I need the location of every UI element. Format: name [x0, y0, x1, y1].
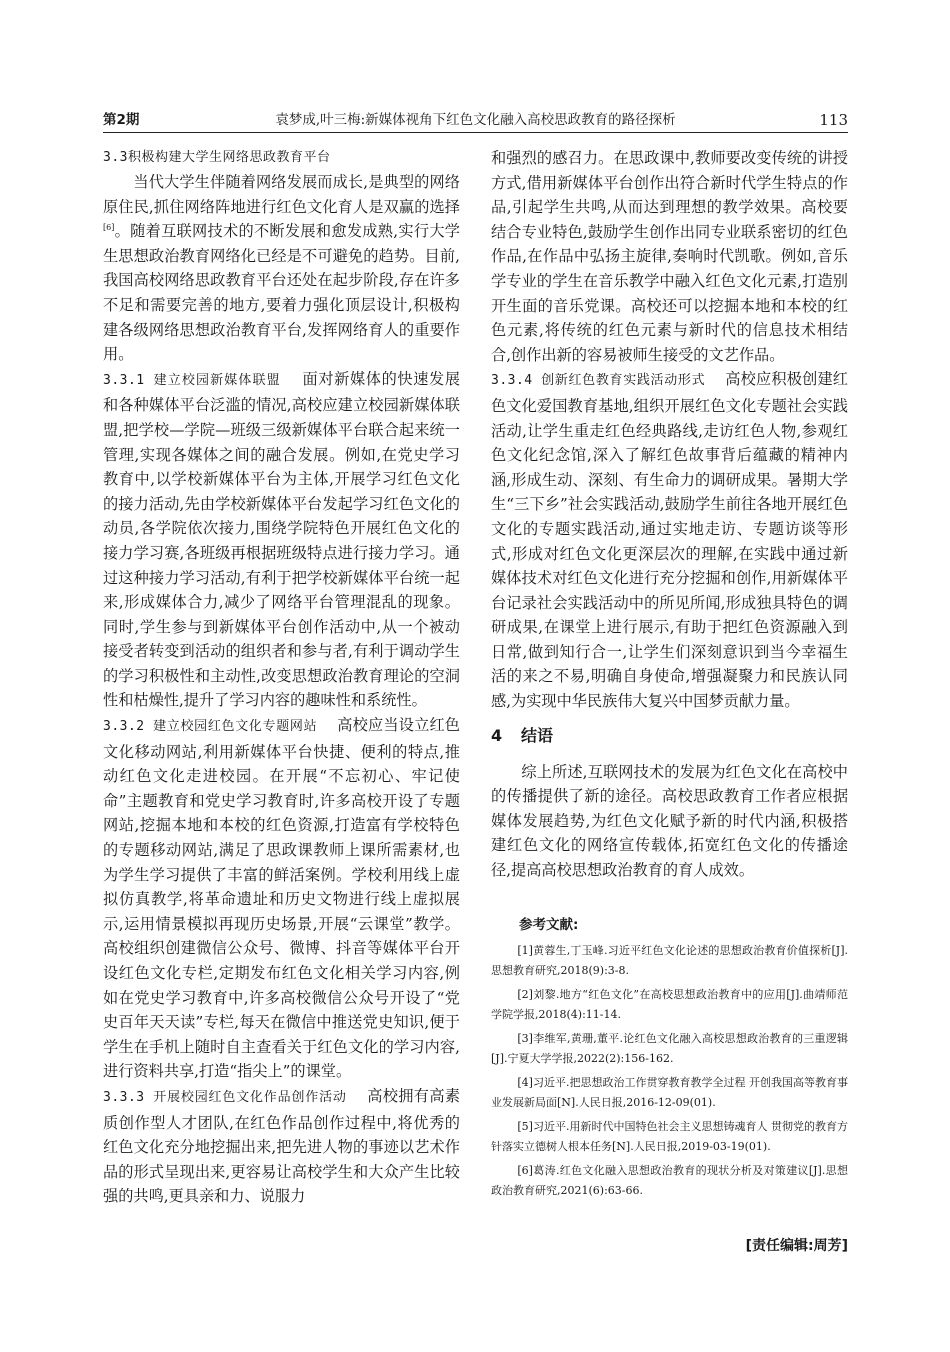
- running-header: [103, 108, 848, 132]
- paragraph: 3.3.1 建立校园新媒体联盟 面对新媒体的快速发展和各种媒体平台泛滥的情况,高校应建立校园新媒体联盟,把学校—学院—班级三级新媒体平台联合起来统一管理,实现各媒体之间的融合发展。例如,在党史学习教育中,以学校新媒体平台为主体,开展学习红色文化的接力活动,先由学校新媒体平台发起学习红色文化的动员,各学院依次接力,围绕学院特色开展红色文化的接力学习赛,各班级再根据班级特点进行接力学习。通过这种接力学习活动,有利于把学校新媒体平台统一起来,形成媒体合力,减少了网络平台管理混乱的现象。同时,学生参与到新媒体平台创作活动中,从一个被动接受者转变到活动的组织者和参与者,有利于调动学生的学习积极性和主动性,改变思想政治教育理论的空洞性和枯燥性,提升了学习内容的趣味性和系统性。: [103, 369, 461, 710]
- subsection-heading-3-3-3: 3.3.3 开展校园红色文化作品创作活动: [103, 1089, 347, 1105]
- reference-list: [491, 941, 848, 1201]
- header-rule: [103, 132, 848, 133]
- section-heading-3-3: 3.3积极构建大学生网络思政教育平台: [103, 150, 331, 165]
- reference-item: [4]习近平.把思想政治工作贯穿教育教学全过程 开创我国高等教育事业发展新局面[N].人民日报,2016-12-09(01).: [491, 1075, 848, 1109]
- reference-item: [1]黄蓉生,丁玉峰.习近平红色文化论述的思想政治教育价值探析[J].思想教育研究,2018(9):3-8.: [491, 943, 848, 977]
- reference-item: [2]刘黎.地方“红色文化”在高校思想政治教育中的应用[J].曲靖师范学院学报,2018(4):11-14.: [491, 987, 848, 1021]
- right-column: [491, 146, 848, 1205]
- subsection-heading-3-3-2: 3.3.2 建立校园红色文化专题网站: [103, 719, 318, 735]
- paragraph: 3.3.4 创新红色教育实践活动形式 高校应积极创建红色文化爱国教育基地,组织开展红色文化专题社会实践活动,让学生重走红色经典路线,走访红色人物,参观红色文化纪念馆,深入了解红色故事背后蕴藏的精神内涵,形成生动、深刻、有生命力的调研成果。暑期大学生“三下乡”社会实践活动,鼓励学生前往各地开展红色文化的专题实践活动,通过实地走访、专题访谈等形式,形成对红色文化更深层次的理解,在实践中通过新媒体技术对红色文化进行充分挖掘和创作,用新媒体平台记录社会实践活动中的所见所闻,形成独具特色的调研成果,在课堂上进行展示,有助于把红色资源融入到日常,做到知行合一,让学生们深刻意识到当今幸福生活的来之不易,明确自身使命,增强凝聚力和民族认同感,为实现中华民族伟大复兴中国梦贡献力量。: [491, 370, 848, 711]
- reference-item: [3]李维军,黄珊,董平.论红色文化融入高校思想政治教育的三重逻辑[J].宁夏大学学报,2022(2):156-162.: [491, 1031, 848, 1065]
- subsection-heading-3-3-4: 3.3.4 创新红色教育实践活动形式: [491, 373, 706, 389]
- conclusion-heading: 4 结语: [491, 725, 554, 745]
- running-title: 袁梦成,叶三梅:新媒体视角下红色文化融入高校思政教育的路径探析: [275, 112, 676, 128]
- paragraph: 综上所述,互联网技术的发展为红色文化在高校中的传播提供了新的途径。高校思政教育工作者应根据媒体发展趋势,为红色文化赋予新的时代内涵,积极搭建红色文化的网络宣传载体,拓宽红色文化的传播途径,提高高校思想政治教育的育人成效。: [491, 762, 848, 880]
- citation: [6]: [103, 223, 115, 233]
- paragraph: 3.3.2 建立校园红色文化专题网站 高校应当设立红色文化移动网站,利用新媒体平台快捷、便利的特点,推动红色文化走进校园。在开展“不忘初心、牢记使命”主题教育和党史学习教育时,许多高校开设了专题网站,挖掘本地和本校的红色资源,打造富有学校特色的专题移动网站,满足了思政课教师上课所需素材,也为学生学习提供了丰富的鲜活案例。学校利用线上虚拟仿真教学,将革命遗址和历史文物进行线上虚拟展示,运用情景模拟再现历史场景,开展“云课堂”教学。高校组织创建微信公众号、微博、抖音等媒体平台开设红色文化专栏,定期发布红色文化相关学习内容,例如在党史学习教育中,许多高校微信公众号开设了“党史百年天天读”专栏,每天在微信中推送党史知识,便于学生在手机上随时自主查看关于红色文化的学习内容,进行资料共享,打造“指尖上”的课堂。: [103, 716, 460, 1081]
- page-number: 113: [819, 111, 848, 129]
- reference-item: [6]葛涛.红色文化融入思想政治教育的现状分析及对策建议[J].思想政治教育研究,2021(6):63-66.: [491, 1163, 848, 1197]
- issue-label: 第2期: [103, 112, 140, 128]
- paragraph: 当代大学生伴随着网络发展而成长,是典型的网络原住民,抓住网络阵地进行红色文化育人是双赢的选择[6]。随着互联网技术的不断发展和愈发成熟,实行大学生思想政治教育网络化已经是不可避免的趋势。目前,我国高校网络思政教育平台还处在起步阶段,存在许多不足和需要完善的地方,要着力强化顶层设计,积极构建各级网络思想政治教育平台,发挥网络育人的重要作用。: [103, 173, 460, 364]
- left-column: [103, 146, 460, 1209]
- responsible-editor: [责任编辑:周芳]: [745, 1238, 848, 1254]
- paragraph: 3.3.3 开展校园红色文化作品创作活动 高校拥有高素质创作型人才团队,在红色作品创作过程中,将优秀的红色文化充分地挖掘出来,把先进人物的事迹以艺术作品的形式呈现出来,更容易让高校学生和大众产生比较强的共鸣,更具亲和力、说服力: [103, 1086, 461, 1206]
- paragraph: 和强烈的感召力。在思政课中,教师要改变传统的讲授方式,借用新媒体平台创作出符合新时代学生特点的作品,引起学生共鸣,从而达到理想的教学效果。高校要结合专业特色,鼓励学生创作出同专业联系密切的红色作品,在作品中弘扬主旋律,奏响时代凯歌。例如,音乐学专业的学生在音乐教学中融入红色文化元素,打造别开生面的音乐党课。高校还可以挖掘本地和本校的红色元素,将传统的红色元素与新时代的信息技术相结合,创作出新的容易被师生接受的文艺作品。: [491, 149, 848, 364]
- reference-item: [5]习近平.用新时代中国特色社会主义思想铸魂育人 贯彻党的教育方针落实立德树人根本任务[N].人民日报,2019-03-19(01).: [491, 1119, 848, 1153]
- references-heading: 参考文献:: [519, 916, 579, 933]
- subsection-heading-3-3-1: 3.3.1 建立校园新媒体联盟: [103, 372, 281, 388]
